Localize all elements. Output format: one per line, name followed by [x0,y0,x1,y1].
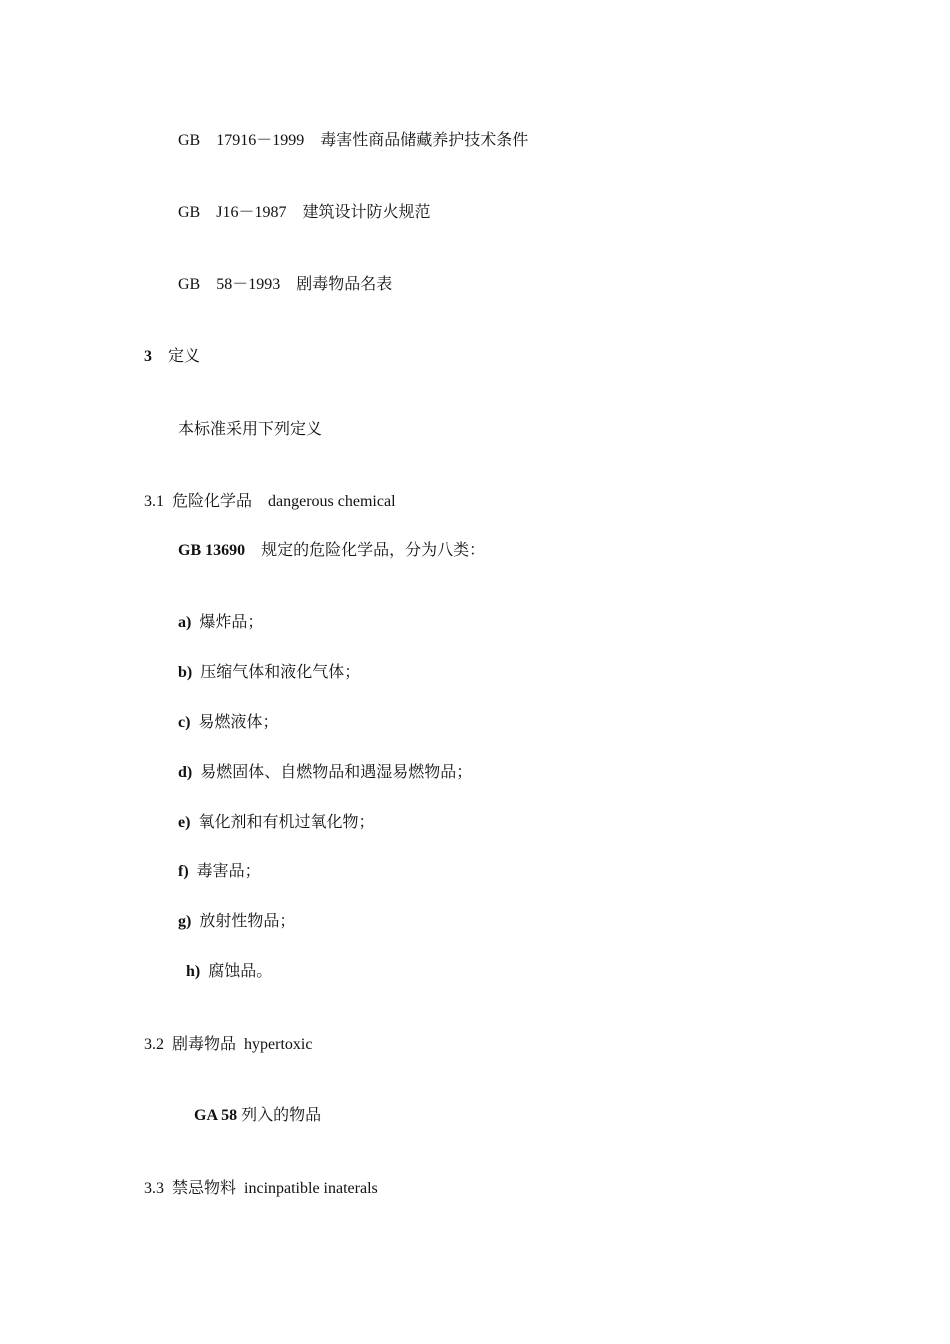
reference-title: 剧毒物品名表 [296,276,393,293]
reference-line [178,203,430,223]
category-label: b) [178,664,193,681]
category-text: 压缩气体和液化气体； [200,664,361,681]
definition-number: 3.3 [144,1180,164,1197]
category-label: a) [178,614,192,631]
definition-heading [144,1179,378,1199]
category-label: h) [186,963,201,980]
category-label: f) [178,863,189,880]
category-text: 氧化剂和有机过氧化物； [198,814,375,831]
category-text: 爆炸品； [199,614,264,631]
category-text: 易燃固体、自燃物品和遇湿易燃物品； [200,764,473,781]
category-label: c) [178,714,191,731]
reference-line [178,131,528,151]
section-heading [144,347,200,367]
reference-title: 建筑设计防火规范 [302,204,431,221]
definition-term: 禁忌物料 [172,1180,237,1197]
category-text: 腐蚀品。 [208,963,273,980]
category-item [178,613,263,633]
definition-number: 3.2 [144,1036,164,1053]
category-label: g) [178,913,192,930]
category-item [178,713,278,733]
definition-body [178,541,485,561]
category-item [178,763,472,783]
category-label: e) [178,814,191,831]
definition-english: hypertoxic [244,1036,313,1053]
category-item [178,862,261,882]
definition-term: 危险化学品 [172,493,253,510]
section-number: 3 [144,348,152,365]
definition-body-text: 规定的危险化学品，分为八类： [261,542,486,559]
definition-number: 3.1 [144,493,164,510]
reference-code: GB [178,276,201,293]
definition-heading [144,492,396,512]
reference-number: J16－1987 [216,204,287,221]
reference-code: GB [178,204,201,221]
category-item [178,663,360,683]
definition-term: 剧毒物品 [172,1036,237,1053]
reference-code: GB [178,132,201,149]
reference-number: 17916－1999 [216,132,305,149]
category-label: d) [178,764,193,781]
definition-english: dangerous chemical [268,493,396,510]
section-title: 定义 [168,348,201,365]
reference-title: 毒害性商品储藏养护技术条件 [320,132,529,149]
category-text: 毒害品； [196,863,261,880]
definition-body-ref: GA 58 [194,1107,238,1124]
definition-heading [144,1035,312,1055]
definition-english: incinpatible inaterals [244,1180,378,1197]
definition-body-ref: GB 13690 [178,542,246,559]
definition-body-text: 列入的物品 [241,1107,322,1124]
category-item [178,813,374,833]
reference-number: 58－1993 [216,276,281,293]
category-text: 易燃液体； [198,714,279,731]
reference-line [178,275,392,295]
category-text: 放射性物品； [199,913,296,930]
category-item [178,912,295,932]
section-intro: 本标准采用下列定义 [178,421,323,438]
definition-body [194,1106,321,1126]
category-item [186,962,272,982]
